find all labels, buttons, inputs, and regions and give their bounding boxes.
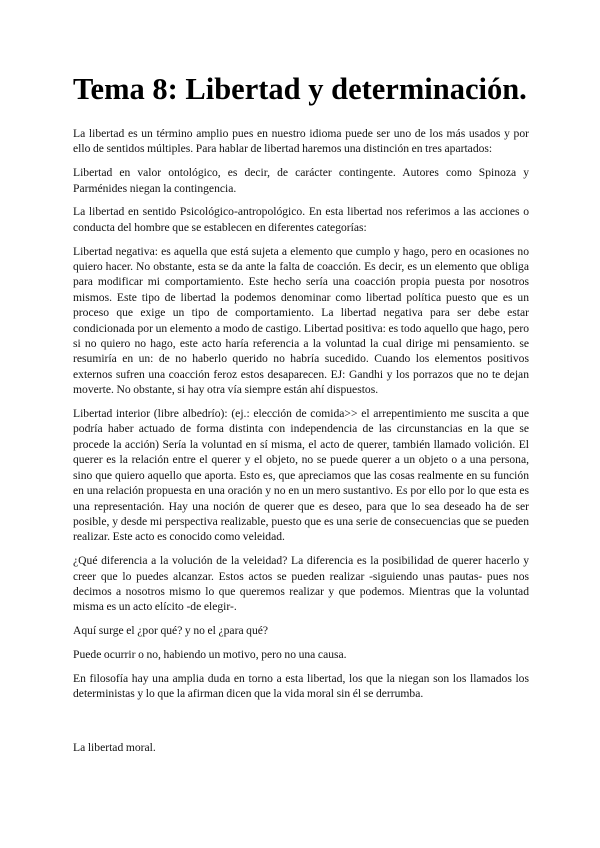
- paragraph-inner-liberty: Libertad interior (libre albedrío): (ej.: elección de comida>> el arrepentimiento me suscita a que podría haber actuado de forma distinta con independencia de las circunstancias en la que se procede la acción) Sería la voluntad en sí misma, el acto de querer, también llamado volición. El querer es la relación entre el querer y el objeto, no se puede querer a un objeto o a una persona, sino que quiero aquello que aporta. Esto es, que apreciamos que las cosas realmente en su función en una relación propuesta en una oración y no en un mero sustantivo. Es por ello por lo que esta es una representación. Hay una noción de querer que es deseo, para que lo sea deseado ha de ser posible, y desde mi perspectiva realizable, puesto que es una serie de consecuencias que se pueden realizar. Este acto es conocido como veleidad.: [73, 407, 529, 544]
- paragraph-negative-liberty: Libertad negativa: es aquella que está sujeta a elemento que cumplo y hago, pero en ocasiones no quiero hacer. No obstante, esta se da ante la falta de coacción. Es decir, es un elemento que obliga para modificar mi comportamiento. Este hecho sería una coacción propia puesta por nosotros mismos. Este tipo de libertad la podemos denominar como libertad política puesto que es un proceso que exige un tipo de comportamiento. La libertad negativa para ser debe estar condicionada por un elemento a modo de castigo. Libertad positiva: es todo aquello que hago, pero si no quiero no hago, este acto haría referencia a la voluntad la cual dirige mi pensamiento. se resumiría en un: de no haberlo querido no habría sucedido. Cuando los elementos positivos externos sufren una coacción feroz estos desaparecen. EJ: Gandhi y los porrazos que no te dejan moverte. No obstante, si hay otra vía siempre están ahí dispuestos.: [73, 244, 529, 397]
- paragraph-why-question: Aquí surge el ¿por qué? y no el ¿para qué?: [73, 624, 269, 638]
- paragraph-intro: La libertad es un término amplio pues en nuestro idioma puede ser uno de los más usados y por ello de sentidos múltiples. Para hablar de libertad haremos una distinción en tres apartados:: [73, 127, 529, 156]
- section-heading-moral-liberty: La libertad moral.: [73, 740, 156, 754]
- paragraph-motive: Puede ocurrir o no, habiendo un motivo, pero no una causa.: [73, 647, 347, 661]
- paragraph-psychological: La libertad en sentido Psicológico-antropológico. En esta libertad nos referimos a las acciones o conducta del hombre que se establecen en diferentes categorías:: [73, 205, 529, 234]
- paragraph-ontological: Libertad en valor ontológico, es decir, de carácter contingente. Autores como Spinoza y Parménides niegan la contingencia.: [73, 166, 529, 195]
- paragraph-determinists: En filosofía hay una amplia duda en torno a esta libertad, los que la niegan son los llamados los deterministas y lo que la afirman dicen que la vida moral sin él se derrumba.: [73, 671, 529, 701]
- document-body: [73, 126, 529, 763]
- page-title: Tema 8: Libertad y determinación.: [73, 72, 527, 106]
- paragraph-volition-question: ¿Qué diferencia a la volución de la veleidad? La diferencia es la posibilidad de querer hacerlo y creer que lo puedes alcanzar. Estos actos se pueden realizar -siguiendo unas pautas- pues nos decimos a nosotros mismo lo que queremos realizar y que podemos. Mientras que la voluntad misma es un acto elícito -de elegir-.: [73, 554, 529, 614]
